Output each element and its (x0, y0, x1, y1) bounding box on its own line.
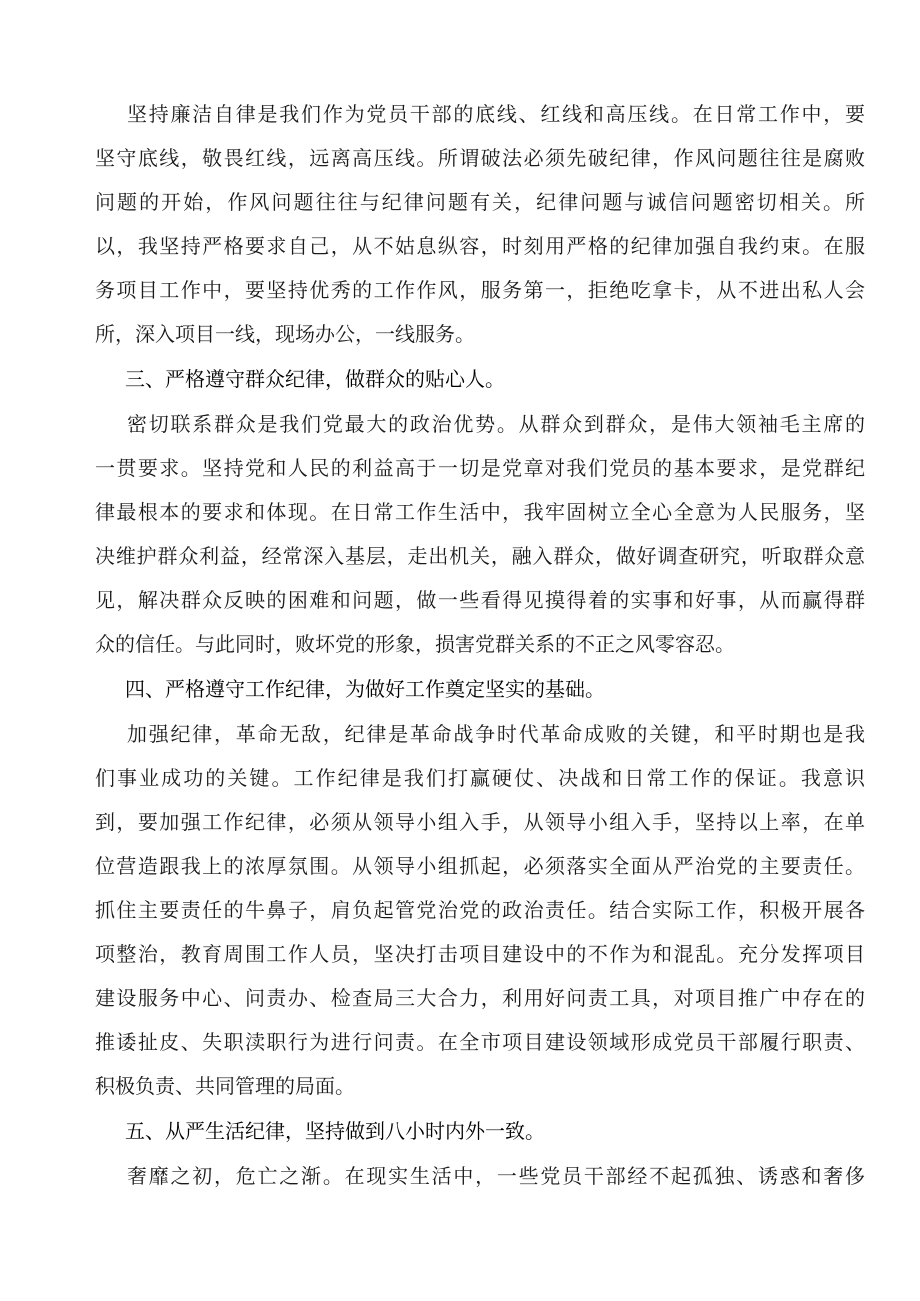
paragraph-line: 推诿扯皮、失职渎职行为进行问责。在全市项目建设领域形成党员干部履行职责、 (95, 1030, 865, 1054)
paragraph-line: 以，我坚持严格要求自己，从不姑息纵容，时刻用严格的纪律加强自我约束。在服 (95, 234, 865, 258)
section-heading-4: 四、严格遵守工作纪律，为做好工作奠定坚实的基础。 (125, 677, 605, 701)
paragraph-line: 所，深入项目一线，现场办公，一线服务。 (95, 322, 475, 346)
paragraph-line: 问题的开始，作风问题往往与纪律问题有关，纪律问题与诚信问题密切相关。所 (95, 190, 865, 214)
paragraph-line: 律最根本的要求和体现。在日常工作生活中，我牢固树立全心全意为人民服务，坚 (95, 500, 865, 524)
paragraph-line: 决维护群众利益，经常深入基层，走出机关，融入群众，做好调查研究，听取群众意 (95, 544, 865, 568)
paragraph-line: 加强纪律，革命无敌，纪律是革命战争时代革命成败的关键，和平时期也是我 (127, 722, 865, 746)
paragraph-line: 务项目工作中，要坚持优秀的工作作风，服务第一，拒绝吃拿卡，从不进出私人会 (95, 278, 865, 302)
paragraph-line: 到，要加强工作纪律，必须从领导小组入手，从领导小组入手，坚持以上率，在单 (95, 810, 865, 834)
paragraph-line: 位营造跟我上的浓厚氛围。从领导小组抓起，必须落实全面从严治党的主要责任。 (95, 854, 865, 878)
paragraph-line: 密切联系群众是我们党最大的政治优势。从群众到群众，是伟大领袖毛主席的 (127, 412, 865, 436)
section-heading-3: 三、严格遵守群众纪律，做群众的贴心人。 (125, 367, 505, 391)
paragraph-line: 项整治，教育周围工作人员，坚决打击项目建设中的不作为和混乱。充分发挥项目 (95, 942, 865, 966)
paragraph-line: 一贯要求。坚持党和人民的利益高于一切是党章对我们党员的基本要求，是党群纪 (95, 456, 865, 480)
paragraph-line: 见，解决群众反映的困难和问题，做一些看得见摸得着的实事和好事，从而赢得群 (95, 588, 865, 612)
paragraph-line: 众的信任。与此同时，败坏党的形象，损害党群关系的不正之风零容忍。 (95, 632, 735, 656)
section-heading-5: 五、从严生活纪律，坚持做到八小时内外一致。 (125, 1119, 545, 1143)
paragraph-line: 建设服务中心、问责办、检查局三大合力，利用好问责工具，对项目推广中存在的 (95, 986, 865, 1010)
paragraph-line: 坚守底线，敬畏红线，远离高压线。所谓破法必须先破纪律，作风问题往往是腐败 (95, 146, 865, 170)
paragraph-line: 抓住主要责任的牛鼻子，肩负起管党治党的政治责任。结合实际工作，积极开展各 (95, 898, 865, 922)
paragraph-line: 奢靡之初，危亡之渐。在现实生活中，一些党员干部经不起孤独、诱惑和奢侈 (127, 1164, 865, 1188)
paragraph-line: 坚持廉洁自律是我们作为党员干部的底线、红线和高压线。在日常工作中，要 (127, 102, 865, 126)
paragraph-line: 积极负责、共同管理的局面。 (95, 1074, 355, 1098)
document-body (95, 92, 865, 1198)
paragraph-line: 们事业成功的关键。工作纪律是我们打赢硬仗、决战和日常工作的保证。我意识 (95, 766, 865, 790)
